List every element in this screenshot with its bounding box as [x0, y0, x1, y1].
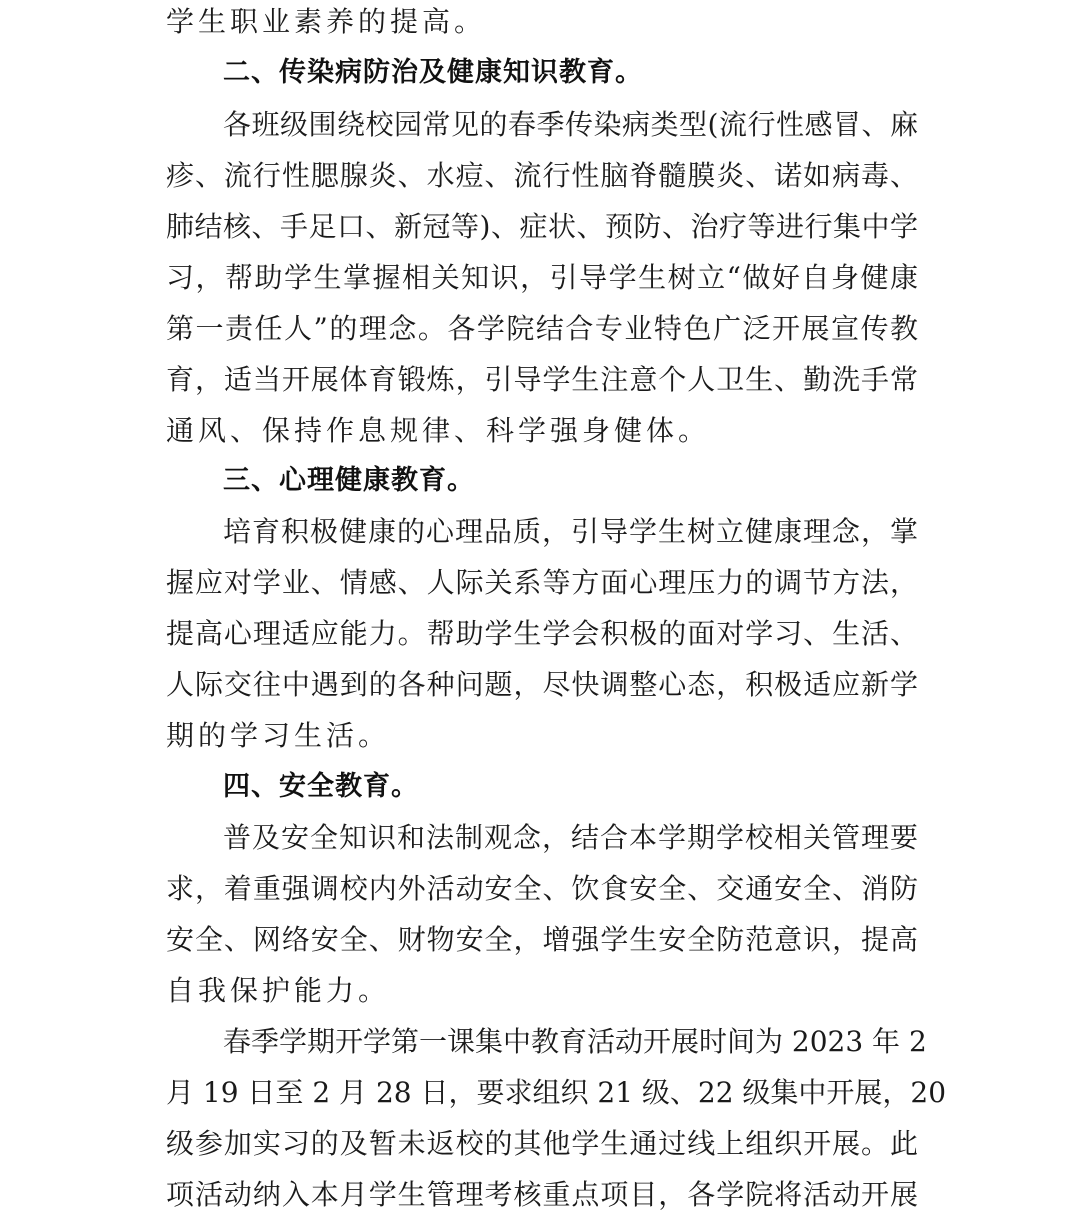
paragraph-line: 安全、网络安全、财物安全，增强学生安全防范意识，提高	[166, 923, 918, 956]
paragraph-line: 第一责任人”的理念。各学院结合专业特色广泛开展宣传教	[166, 312, 918, 345]
paragraph-line: 春季学期开学第一课集中教育活动开展时间为 2023 年 2	[223, 1025, 927, 1058]
paragraph-line: 习，帮助学生掌握相关知识，引导学生树立“做好自身健康	[166, 261, 918, 294]
paragraph-line: 各班级围绕校园常见的春季传染病类型(流行性感冒、麻	[223, 108, 918, 141]
section-heading-mental-health: 三、心理健康教育。	[223, 465, 475, 496]
section-heading-safety: 四、安全教育。	[223, 771, 419, 802]
paragraph-line: 提高心理适应能力。帮助学生学会积极的面对学习、生活、	[166, 617, 918, 650]
paragraph-line: 自我保护能力。	[166, 974, 391, 1007]
paragraph-line: 人际交往中遇到的各种问题，尽快调整心态，积极适应新学	[166, 668, 918, 701]
paragraph-line: 月 19 日至 2 月 28 日，要求组织 21 级、22 级集中开展，20	[166, 1076, 947, 1109]
section-heading-disease-prevention: 二、传染病防治及健康知识教育。	[223, 57, 643, 88]
paragraph-line: 肺结核、手足口、新冠等)、症状、预防、治疗等进行集中学	[166, 210, 918, 243]
paragraph-line: 期的学习生活。	[166, 719, 391, 752]
paragraph-line: 学生职业素养的提高。	[166, 5, 487, 38]
paragraph-line: 项活动纳入本月学生管理考核重点项目，各学院将活动开展	[166, 1178, 918, 1211]
paragraph-line: 育，适当开展体育锻炼，引导学生注意个人卫生、勤洗手常	[166, 363, 918, 396]
paragraph-line: 通风、保持作息规律、科学强身健体。	[166, 414, 711, 447]
paragraph-line: 培育积极健康的心理品质，引导学生树立健康理念，掌	[223, 515, 918, 548]
paragraph-line: 级参加实习的及暂未返校的其他学生通过线上组织开展。此	[166, 1127, 918, 1160]
paragraph-line: 普及安全知识和法制观念，结合本学期学校相关管理要	[223, 821, 918, 854]
paragraph-line: 求，着重强调校内外活动安全、饮食安全、交通安全、消防	[166, 872, 918, 905]
paragraph-line: 握应对学业、情感、人际关系等方面心理压力的调节方法，	[166, 566, 918, 599]
paragraph-line: 疹、流行性腮腺炎、水痘、流行性脑脊髓膜炎、诺如病毒、	[166, 159, 918, 192]
